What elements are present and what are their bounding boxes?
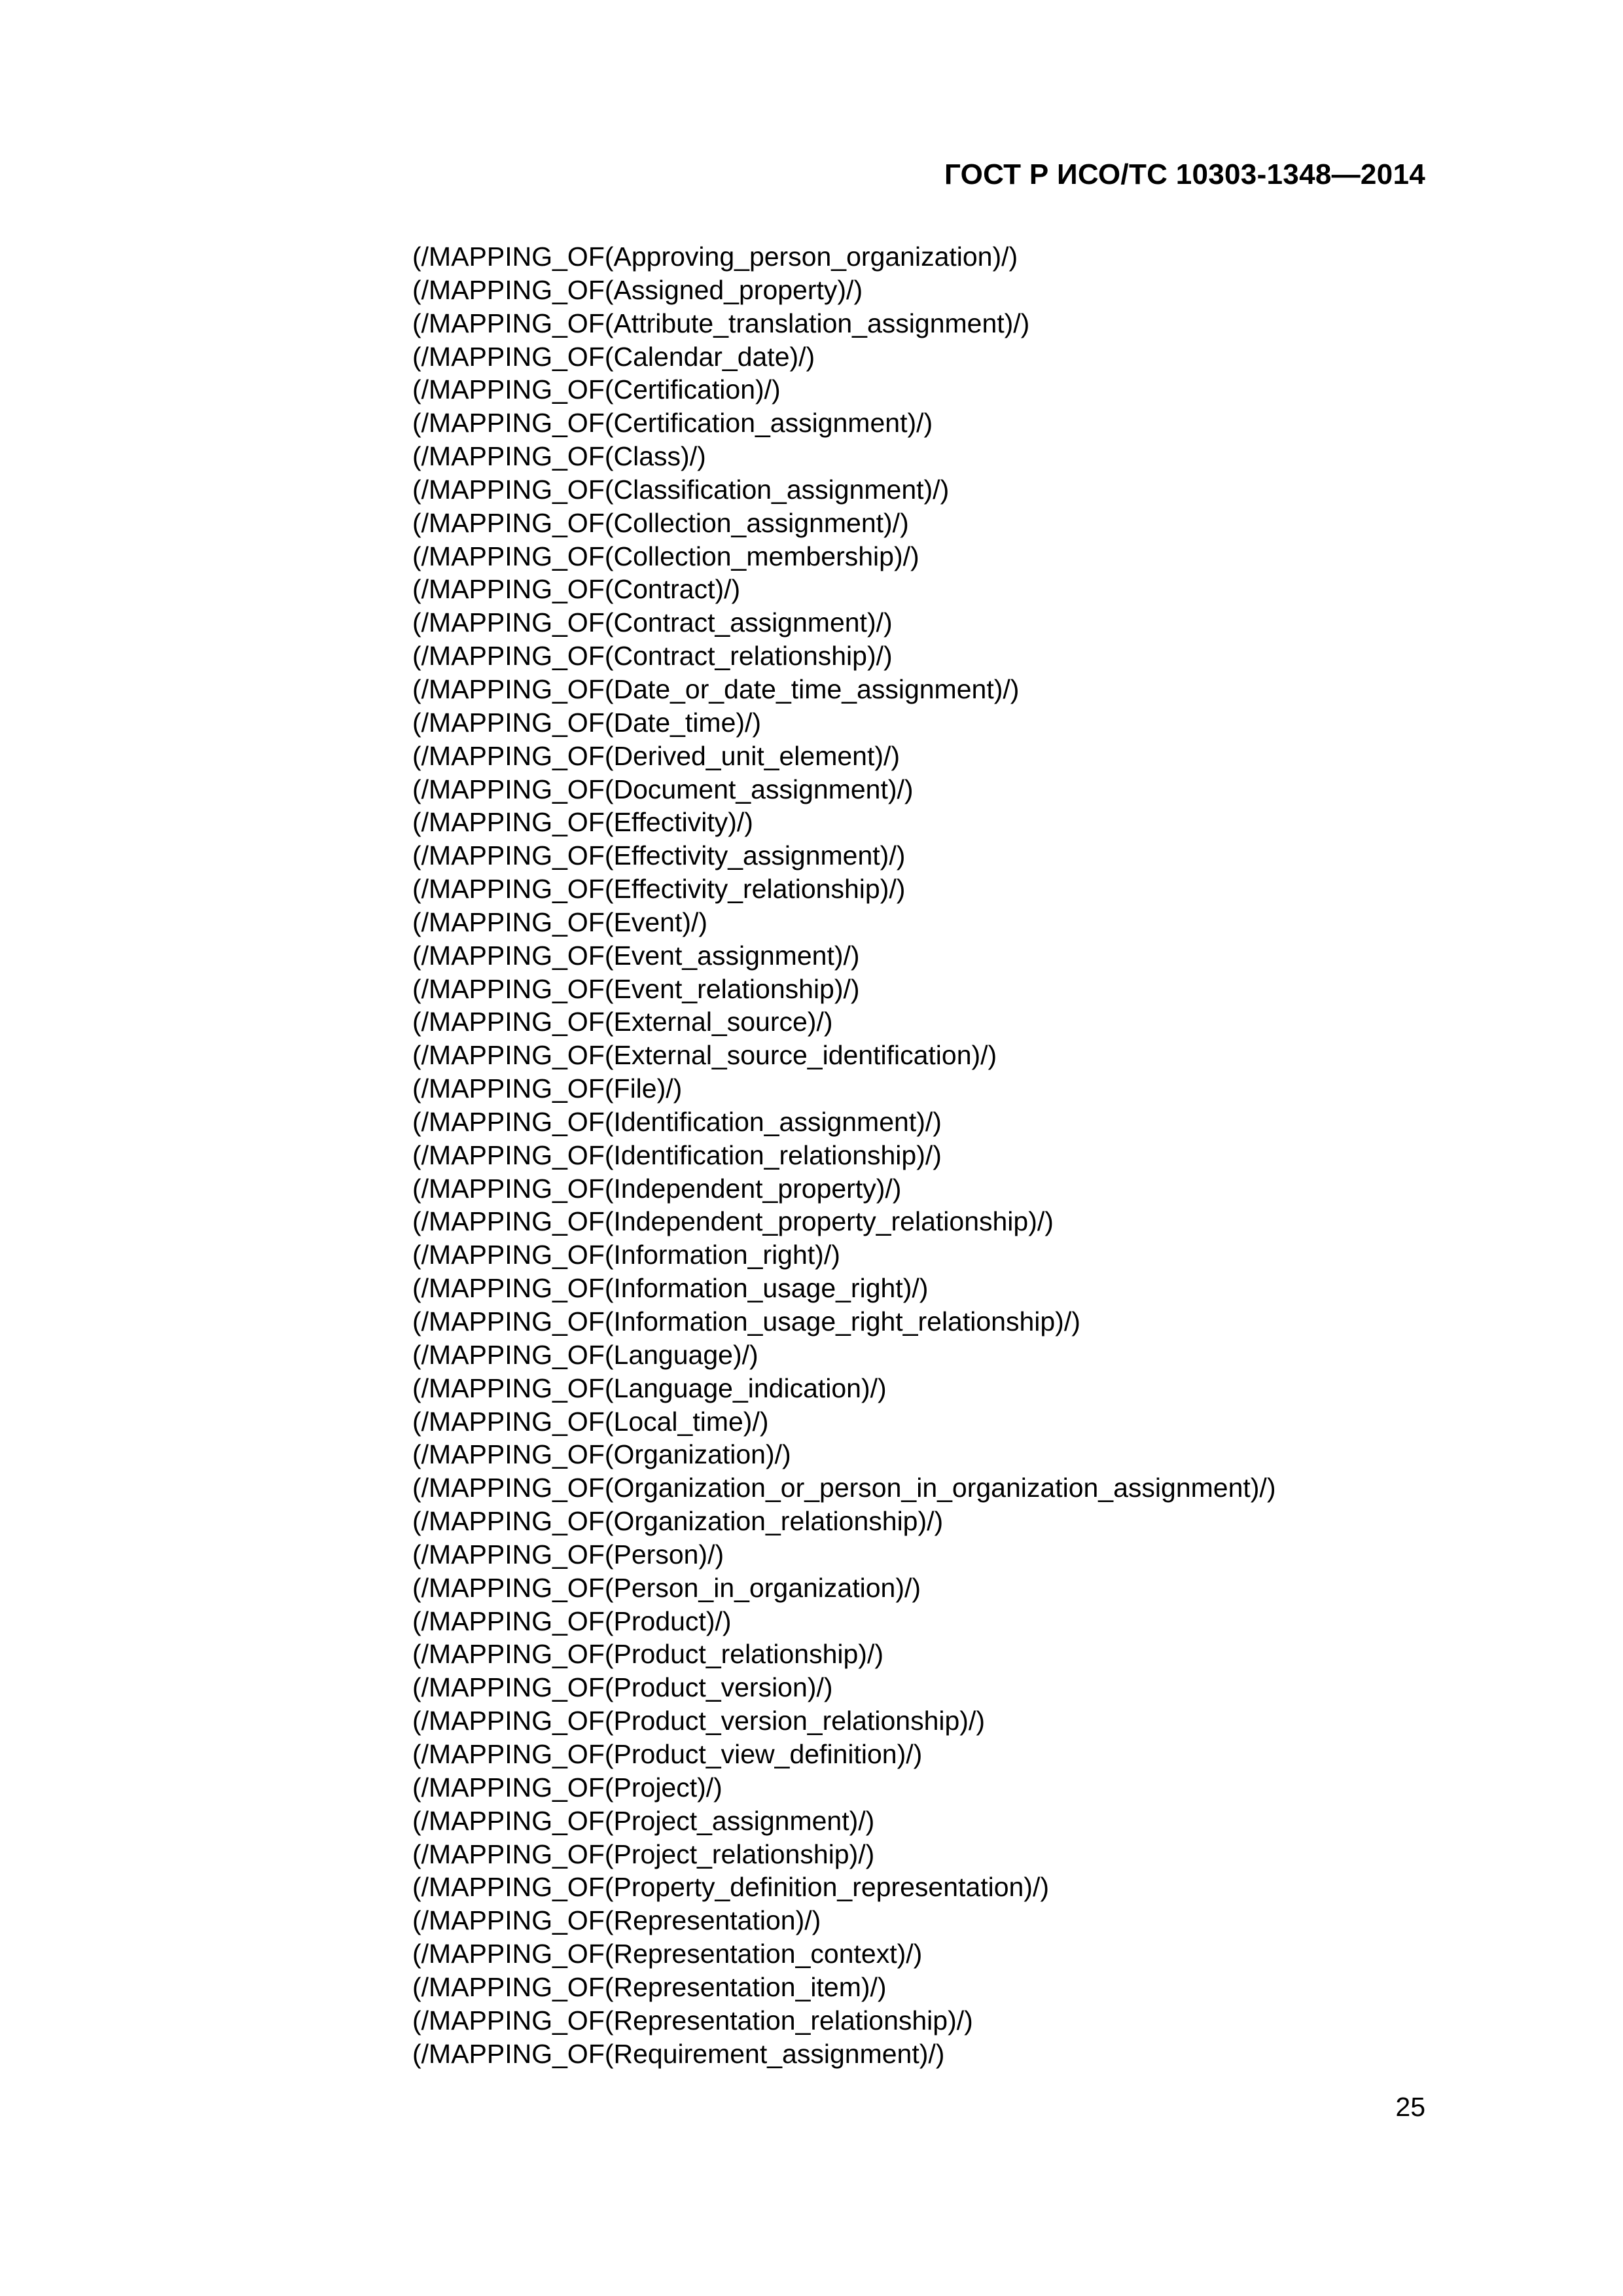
mapping-line: (/MAPPING_OF(Collection_membership)/) [412,541,919,571]
mapping-line: (/MAPPING_OF(Organization_relationship)/) [412,1506,944,1537]
mapping-line: (/MAPPING_OF(Project_assignment)/) [412,1805,875,1836]
mapping-line: (/MAPPING_OF(Classification_assignment)/) [412,474,950,505]
mapping-list [412,240,1275,2070]
mapping-line: (/MAPPING_OF(Independent_property)/) [412,1173,902,1204]
mapping-line: (/MAPPING_OF(Product_relationship)/) [412,1639,884,1670]
mapping-line: (/MAPPING_OF(Product_version)/) [412,1672,833,1703]
mapping-line: (/MAPPING_OF(Approving_person_organization)/) [412,242,1018,272]
mapping-line: (/MAPPING_OF(Class)/) [412,441,706,472]
mapping-line: (/MAPPING_OF(Calendar_date)/) [412,341,815,372]
mapping-line: (/MAPPING_OF(Event)/) [412,906,708,937]
mapping-line: (/MAPPING_OF(Contract_relationship)/) [412,641,893,672]
mapping-line: (/MAPPING_OF(Language)/) [412,1339,758,1370]
mapping-line: (/MAPPING_OF(Derived_unit_element)/) [412,740,901,771]
mapping-line: (/MAPPING_OF(Information_right)/) [412,1240,840,1270]
mapping-line: (/MAPPING_OF(Property_definition_representation)/) [412,1872,1050,1903]
mapping-line: (/MAPPING_OF(Representation_context)/) [412,1939,923,1969]
mapping-line: (/MAPPING_OF(Project)/) [412,1772,722,1803]
mapping-line: (/MAPPING_OF(Effectivity)/) [412,807,753,838]
mapping-line: (/MAPPING_OF(Language_indication)/) [412,1372,887,1403]
mapping-line: (/MAPPING_OF(Organization)/) [412,1439,791,1470]
mapping-line: (/MAPPING_OF(Local_time)/) [412,1406,769,1437]
mapping-line: (/MAPPING_OF(Effectivity_assignment)/) [412,840,906,871]
mapping-line: (/MAPPING_OF(Date_time)/) [412,707,762,738]
page-number: 25 [1395,2092,1425,2122]
mapping-line: (/MAPPING_OF(Date_or_date_time_assignment)/) [412,673,1020,704]
mapping-line: (/MAPPING_OF(Representation_item)/) [412,1971,887,2002]
mapping-line: (/MAPPING_OF(Attribute_translation_assignment)/) [412,308,1030,338]
mapping-line: (/MAPPING_OF(Project_relationship)/) [412,1839,875,1869]
mapping-line: (/MAPPING_OF(Event_relationship)/) [412,973,860,1004]
mapping-line: (/MAPPING_OF(Product_version_relationship)/) [412,1706,985,1736]
mapping-line: (/MAPPING_OF(Product_view_definition)/) [412,1738,923,1769]
mapping-line: (/MAPPING_OF(Collection_assignment)/) [412,507,909,538]
mapping-line: (/MAPPING_OF(Product)/) [412,1605,732,1636]
mapping-line: (/MAPPING_OF(Certification_assignment)/) [412,408,933,439]
mapping-line: (/MAPPING_OF(Representation_relationship)/) [412,2005,973,2036]
mapping-line: (/MAPPING_OF(Person_in_organization)/) [412,1572,921,1603]
mapping-line: (/MAPPING_OF(Requirement_assignment)/) [412,2038,945,2069]
mapping-line: (/MAPPING_OF(Independent_property_relationship)/) [412,1206,1054,1237]
mapping-line: (/MAPPING_OF(Information_usage_right)/) [412,1273,929,1304]
mapping-line: (/MAPPING_OF(Identification_assignment)/) [412,1106,942,1137]
mapping-line: (/MAPPING_OF(Contract)/) [412,574,741,605]
mapping-line: (/MAPPING_OF(Assigned_property)/) [412,274,863,305]
mapping-line: (/MAPPING_OF(Document_assignment)/) [412,774,914,804]
mapping-line: (/MAPPING_OF(External_source)/) [412,1007,833,1037]
mapping-line: (/MAPPING_OF(External_source_identification)/) [412,1040,997,1071]
mapping-line: (/MAPPING_OF(Certification)/) [412,374,781,405]
mapping-line: (/MAPPING_OF(Effectivity_relationship)/) [412,874,906,905]
mapping-line: (/MAPPING_OF(Representation)/) [412,1905,821,1936]
mapping-line: (/MAPPING_OF(Identification_relationship)/) [412,1139,942,1170]
standard-code-header: ГОСТ Р ИСО/ТС 10303-1348—2014 [944,158,1425,190]
mapping-line: (/MAPPING_OF(Organization_or_person_in_organization_assignment)/) [412,1473,1276,1503]
mapping-line: (/MAPPING_OF(File)/) [412,1073,683,1104]
mapping-line: (/MAPPING_OF(Event_assignment)/) [412,940,860,971]
mapping-line: (/MAPPING_OF(Person)/) [412,1539,724,1570]
mapping-line: (/MAPPING_OF(Information_usage_right_relationship)/) [412,1306,1080,1336]
mapping-line: (/MAPPING_OF(Contract_assignment)/) [412,607,893,638]
